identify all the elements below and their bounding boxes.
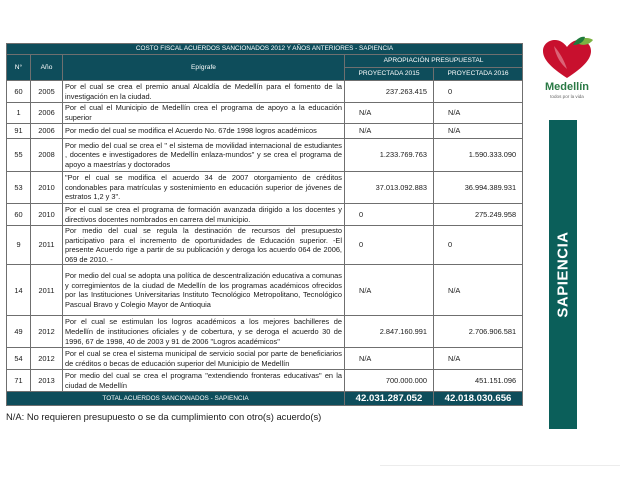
row-value-2015: 237.263.415 [345,81,434,103]
row-number: 53 [7,172,31,204]
row-number: 9 [7,226,31,265]
total-row [7,392,523,406]
row-value-2015: N/A [345,124,434,139]
side-band [549,120,577,429]
table-row [7,265,523,316]
table-title: COSTO FISCAL ACUERDOS SANCIONADOS 2012 Y AÑOS ANTERIORES - SAPIENCIA [7,44,523,55]
row-value-2016: 0 [434,226,523,265]
row-year: 2006 [31,103,63,124]
header-num: N° [7,55,31,81]
row-epigraph: "Por el cual se modifica el acuerdo 34 de 2007 otorgamiento de créditos condonables para matrículas y sostenimiento en educación superior de jóvenes de estratos 1,2 y 3". [63,172,345,204]
row-epigraph: Por el cual el Municipio de Medellín crea el programa de apoyo a la educación superior [63,103,345,124]
header-epigraph: Epígrafe [63,55,345,81]
table-row [7,204,523,226]
row-year: 2011 [31,265,63,316]
row-number: 91 [7,124,31,139]
header-budget-group: APROPIACIÓN PRESUPUESTAL [345,55,523,68]
heart-logo-icon [526,36,608,82]
row-value-2016: N/A [434,103,523,124]
row-epigraph: Por medio del cual se regula la destinación de recursos del presupuesto participativo para el incremento de oportunidades de Educación superior. -El presente Acuerdo rige a partir de su publicación y deroga los acuerdo 064 de 2006, 069 de 2010. - [63,226,345,265]
row-value-2016: N/A [434,265,523,316]
row-year: 2006 [31,124,63,139]
row-value-2015: 37.013.092.883 [345,172,434,204]
row-number: 60 [7,204,31,226]
row-year: 2011 [31,226,63,265]
header-year: Año [31,55,63,81]
table-row [7,103,523,124]
row-value-2015: 1.233.769.763 [345,139,434,172]
row-value-2016: 275.249.958 [434,204,523,226]
row-epigraph: Por medio del cual se crea el programa "extendiendo fronteras educativas" en la ciudad de Medellín [63,370,345,392]
table-row [7,348,523,370]
row-value-2016: N/A [434,348,523,370]
table-row [7,316,523,348]
row-epigraph: Por el cual se crea el sistema municipal de servicio social por parte de beneficiarios de créditos o becas de educación superior del Municipio de Medellín [63,348,345,370]
row-value-2016: 2.706.906.581 [434,316,523,348]
medellin-logo [526,36,608,106]
row-year: 2013 [31,370,63,392]
row-epigraph: Por medio del cual se crea el " el sistema de movilidad internacional de estudiantes , docentes e investigadores de Medellín enlaza-mundos" y se crea el programa de apoyo a maestrías y doctorados [63,139,345,172]
row-number: 14 [7,265,31,316]
row-epigraph: Por el cual se estimulan los logros académicos a los mejores bachilleres de Medellín de instituciones oficiales y de cobertura, y se deroga el acuerdo 30 de 1996, 67 de 1998, 40 de 2003 y 91 de 2006 "Logros académicos" [63,316,345,348]
row-value-2015: N/A [345,265,434,316]
row-epigraph: Por medio del cual se adopta una política de descentralización educativa a comunas y corregimientos de la ciudad de Medellín de los programas académicos ofrecidos por las Instituciones Universitarias Instituto Tecnológico Metropolitano, Tecnológico Pascual Bravo y Colegio Mayor de Antioquia [63,265,345,316]
row-year: 2005 [31,81,63,103]
row-value-2016: 0 [434,81,523,103]
table-row [7,172,523,204]
row-epigraph: Por el cual se crea el programa de formación avanzada dirigido a los docentes y directivos docentes nombrados en carrera del municipio. [63,204,345,226]
total-2016: 42.018.030.656 [434,392,523,406]
table-row [7,370,523,392]
total-label: TOTAL ACUERDOS SANCIONADOS - SAPIENCIA [7,392,345,406]
footnote: N/A: No requieren presupuesto o se da cumplimiento con otro(s) acuerdo(s) [6,411,322,422]
row-number: 49 [7,316,31,348]
acuerdos-cost-table [6,43,523,406]
table-row [7,124,523,139]
row-year: 2012 [31,316,63,348]
table-row [7,81,523,103]
bottom-strip [380,465,620,470]
row-value-2016: 1.590.333.090 [434,139,523,172]
row-value-2016: 36.994.389.931 [434,172,523,204]
row-number: 55 [7,139,31,172]
row-value-2016: N/A [434,124,523,139]
row-value-2015: 0 [345,226,434,265]
header-2016: PROYECTADA 2016 [434,68,523,81]
row-value-2015: N/A [345,103,434,124]
row-value-2015: N/A [345,348,434,370]
table-row [7,139,523,172]
total-2015: 42.031.287.052 [345,392,434,406]
row-value-2015: 0 [345,204,434,226]
header-2015: PROYECTADA 2015 [345,68,434,81]
row-epigraph: Por el cual se crea el premio anual Alcaldía de Medellín para el fomento de la investigación en la ciudad. [63,81,345,103]
side-label-text: SAPIENCIA [554,231,572,318]
table-row [7,226,523,265]
row-year: 2010 [31,204,63,226]
logo-name: Medellín [544,81,589,93]
row-number: 71 [7,370,31,392]
row-value-2015: 2.847.160.991 [345,316,434,348]
row-value-2016: 451.151.096 [434,370,523,392]
row-year: 2012 [31,348,63,370]
row-year: 2008 [31,139,63,172]
row-number: 60 [7,81,31,103]
side-label [551,120,575,429]
row-number: 54 [7,348,31,370]
row-epigraph: Por medio del cual se modifica el Acuerdo No. 67de 1998 logros académicos [63,124,345,139]
row-value-2015: 700.000.000 [345,370,434,392]
row-number: 1 [7,103,31,124]
row-year: 2010 [31,172,63,204]
logo-tagline: todos por la vida [550,94,584,99]
